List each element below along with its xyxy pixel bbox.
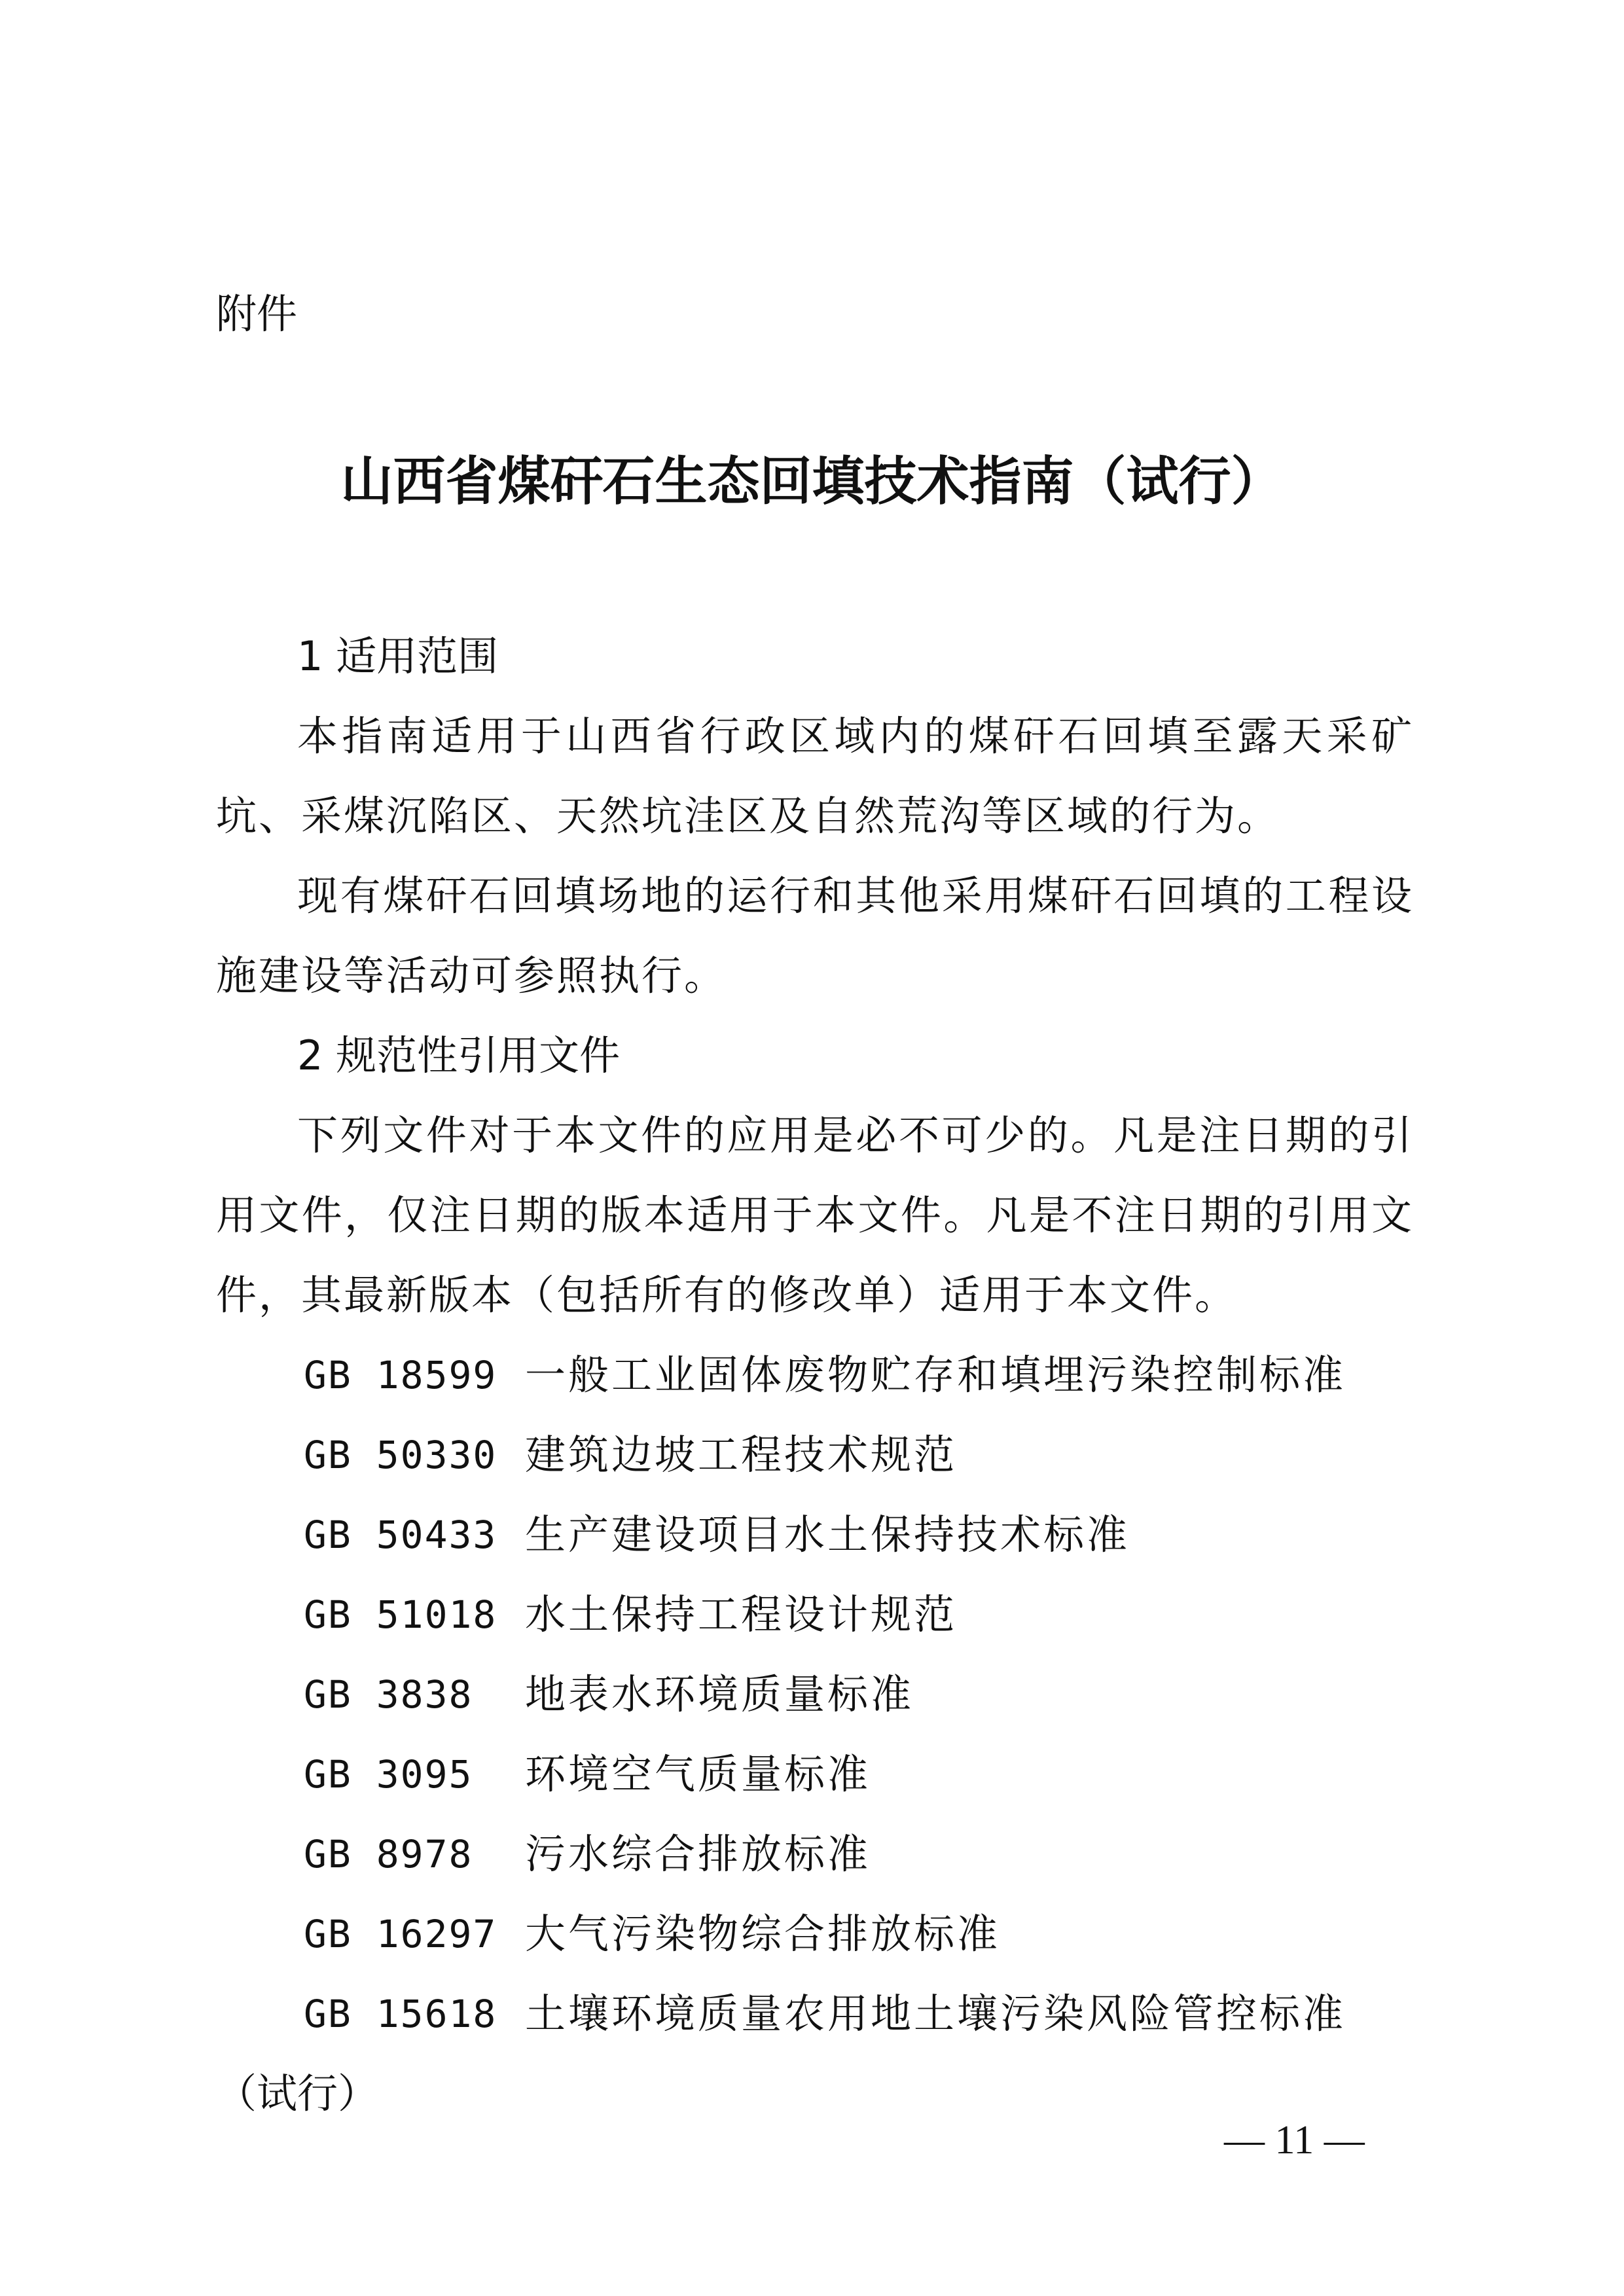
document-body: [216, 617, 1414, 2134]
standard-code: GB 50330: [304, 1433, 497, 1477]
standard-row-continuation: （试行）: [216, 2070, 379, 2117]
standard-row: [216, 1335, 1414, 1415]
paragraph-references-intro: 下列文件对于本文件的应用是必不可少的。凡是注日期的引用文件，仅注日期的版本适用于本文件。凡是不注日期的引用文件，其最新版本（包括所有的修改单）适用于本文件。: [216, 1111, 1414, 1319]
standard-row: [216, 1814, 1414, 1894]
standard-name: 水土保持工程设计规范: [525, 1590, 958, 1638]
standard-name: 土壤环境质量农用地土壤污染风险管控标准: [525, 1990, 1346, 2037]
standard-row: [216, 1655, 1414, 1734]
standard-row: [216, 1894, 1414, 1974]
standard-code: GB 8978: [304, 1832, 473, 1876]
standard-name: 生产建设项目水土保持技术标准: [525, 1511, 1130, 1558]
standard-row: [216, 1415, 1414, 1495]
standard-code: GB 16297: [304, 1912, 497, 1956]
section-heading-scope: 1 适用范围: [297, 632, 499, 680]
standard-name: 大气污染物综合排放标准: [525, 1910, 1001, 1958]
standard-code: GB 51018: [304, 1592, 497, 1637]
standard-code: GB 50433: [304, 1513, 497, 1557]
standard-row: [216, 1575, 1414, 1655]
standard-code: GB 15618: [304, 1992, 497, 2036]
standard-code: GB 3838: [304, 1672, 473, 1717]
standard-name: 地表水环境质量标准: [525, 1670, 914, 1718]
page-number: — 11 —: [1224, 2118, 1365, 2162]
standard-name: 建筑边坡工程技术规范: [525, 1431, 958, 1479]
standard-name: 一般工业固体废物贮存和填埋污染控制标准: [525, 1351, 1346, 1399]
standard-row: [216, 1734, 1414, 1814]
section-heading-references: 2 规范性引用文件: [297, 1031, 621, 1079]
standards-list: [216, 1335, 1414, 2134]
standard-code: GB 18599: [304, 1353, 497, 1397]
standard-name: 污水综合排放标准: [525, 1830, 871, 1878]
document-title: 山西省煤矸石生态回填技术指南（试行）: [340, 450, 1284, 512]
attachment-label: 附件: [216, 290, 298, 338]
standard-name: 环境空气质量标准: [525, 1750, 871, 1798]
paragraph-scope-2: 现有煤矸石回填场地的运行和其他采用煤矸石回填的工程设施建设等活动可参照执行。: [216, 872, 1414, 999]
standard-row: [216, 1974, 1414, 2054]
standard-code: GB 3095: [304, 1752, 473, 1797]
paragraph-scope-1: 本指南适用于山西省行政区域内的煤矸石回填至露天采矿坑、采煤沉陷区、天然坑洼区及自然荒沟等区域的行为。: [216, 712, 1414, 840]
standard-row: [216, 1495, 1414, 1575]
